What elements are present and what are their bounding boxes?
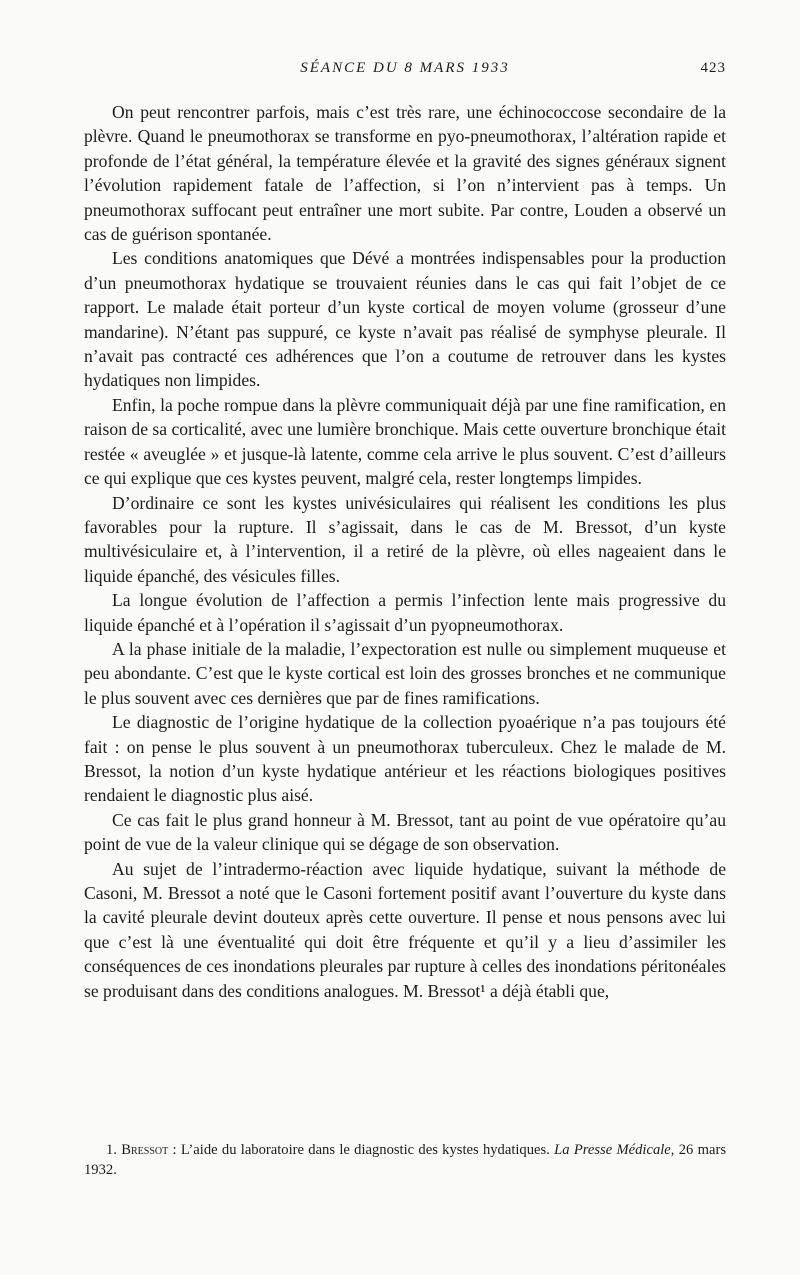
paragraph-7: Le diagnostic de l’origine hydatique de la collection pyoaérique n’a pas toujours été fait : on pense le plus souvent à un pneumothorax tuberculeux. Chez le malade de M. Bressot, la notion d’un kyste hydatique antérieur et les réactions biologiques positives rendaient le diagnostic plus aisé. <box>84 712 726 806</box>
footnote <box>84 1140 726 1180</box>
footnote-text: : L’aide du laboratoire dans le diagnostic des kystes hydatiques. <box>168 1142 555 1158</box>
paragraph-1: On peut rencontrer parfois, mais c’est très rare, une échinococcose secondaire de la plèvre. Quand le pneumothorax se transforme en pyo-pneumothorax, l’altération rapide et profonde de l’état général, la température élevée et la gravité des signes généraux signent l’évolution rapidement fatale de l’affection, si l’on n’intervient pas à temps. Un pneumothorax suffocant peut entraîner une mort subite. Par contre, Louden a observé un cas de guérison spontanée. <box>84 102 726 245</box>
paragraph-9: Au sujet de l’intradermo-réaction avec liquide hydatique, suivant la méthode de Casoni, M. Bressot a noté que le Casoni fortement positif avant l’ouverture du kyste dans la cavité pleurale devint douteux après cette ouverture. Il pense et nous pensons avec lui que c’est là une éventualité qui doit être fréquente et qu’il y a lieu d’assimiler les conséquences de ces inondations pleurales par rupture à celles des inondations péritonéales se produisant dans des conditions analogues. M. Bressot¹ a déjà établi que, <box>84 858 726 1001</box>
paragraph-3: Enfin, la poche rompue dans la plèvre communiquait déjà par une fine ramification, en raison de sa corticalité, avec une lumière bronchique. Mais cette ouverture bronchique était restée « aveuglée » et jusque-là latente, comme cela arrive le plus souvent. C’est d’ailleurs ce qui explique que ces kystes peuvent, malgré cela, rester longtemps limpides. <box>84 394 726 489</box>
footnote-date: , 26 mars 1932. <box>84 1142 726 1178</box>
footnote-number: 1. <box>106 1142 117 1158</box>
body-text <box>84 100 726 1003</box>
paragraph-6: A la phase initiale de la maladie, l’expectoration est nulle ou simplement muqueuse et peu abondante. C’est que le kyste cortical est loin des grosses bronches et ne communique le plus souvent avec ces dernières que par de fines ramifications. <box>84 638 726 708</box>
paragraph-4: D’ordinaire ce sont les kystes univésiculaires qui réalisent les conditions les plus favorables pour la rupture. Il s’agissait, dans le cas de M. Bressot, d’un kyste multivésiculaire et, à l’intervention, il a retiré de la plèvre, où elles nageaient dans le liquide épanché, des vésicules filles. <box>84 492 726 586</box>
running-head <box>84 60 726 84</box>
paragraph-5: La longue évolution de l’affection a permis l’infection lente mais progressive du liquide épanché et à l’opération il s’agissait d’un pyopneumothorax. <box>84 590 726 635</box>
paragraph-2: Les conditions anatomiques que Dévé a montrées indispensables pour la production d’un pneumothorax hydatique se trouvaient réunies dans le cas qui fait l’objet de ce rapport. Le malade était porteur d’un kyste cortical de moyen volume (grosseur d’une mandarine). N’étant pas suppuré, ce kyste n’avait pas réalisé de symphyse pleurale. Il n’avait pas contracté ces adhérences que l’on a coutume de retrouver dans les kystes hydatiques non limpides. <box>84 248 726 391</box>
footnote-author: Bressot <box>121 1142 169 1158</box>
running-title: SÉANCE DU 8 MARS 1933 <box>300 60 510 76</box>
page-number: 423 <box>700 60 726 76</box>
paragraph-8: Ce cas fait le plus grand honneur à M. Bressot, tant au point de vue opératoire qu’au point de vue de la valeur clinique qui se dégage de son observation. <box>84 809 726 855</box>
footnote-journal: La Presse Médicale <box>554 1142 671 1158</box>
